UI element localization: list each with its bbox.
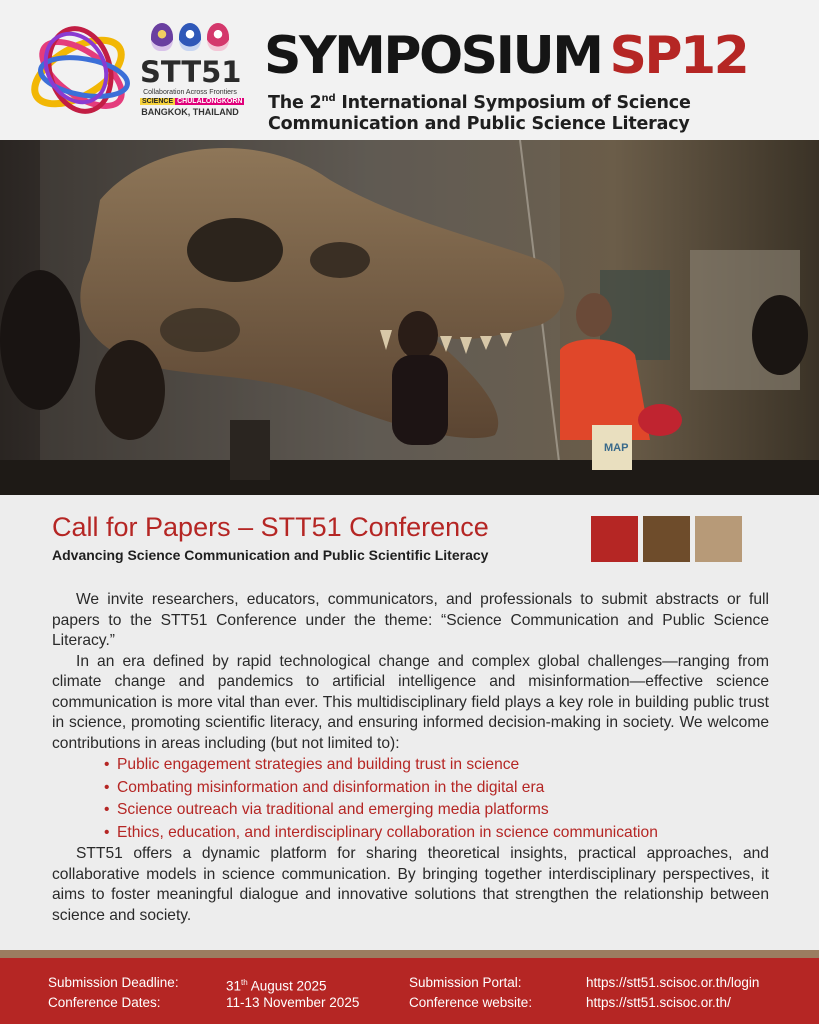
cfp-title: Call for Papers – STT51 Conference [52,512,489,542]
topic-list [104,754,769,844]
cfp-subtitle: Advancing Science Communication and Public Scientific Literacy [52,547,489,563]
color-swatch-brown [643,516,690,562]
header [0,0,819,140]
list-item-text: Combating misinformation and disinformation in the digital era [117,778,545,796]
list-item-text: Ethics, education, and interdisciplinary collaboration in science communication [117,823,658,841]
title-sp12: SP12 [609,26,748,86]
crest-icon [151,23,173,51]
website-label: Conference website: [409,995,533,1010]
hero-photo-trex-exhibit [0,140,819,495]
body-paragraph-2: In an era defined by rapid technological change and complex global challenges—ranging from climate change and pandemics to artificial intelligence and misinformation—effective science communication is more vital than ever. This multidisciplinary field plays a key role in building public trust in science, promoting scientific literacy, and ensuring informed decision-making in society. We welcome contributions in areas including (but not limited to): [52,652,769,752]
stt51-rings-logo [22,22,140,122]
deadline-value [226,974,327,995]
footer [0,958,819,1024]
logo-location: BANGKOK, THAILAND [141,107,239,117]
crest-icon [179,23,201,51]
bullet-icon: • [104,823,110,841]
subtitle-ordinal-number: The 2 [268,92,322,113]
dates-value: 11-13 November 2025 [226,995,360,1010]
deadline-day: 31 [226,978,242,994]
list-item [104,822,769,845]
color-swatch-tan [695,516,742,562]
bullet-icon: • [104,778,110,796]
list-item [104,777,769,800]
list-item-text: Public engagement strategies and building trust in science [117,756,520,773]
subtitle-line-2: Communication and Public Science Literacy [268,113,690,134]
dates-label: Conference Dates: [48,995,161,1010]
logo-science-label: SCIENCE [142,98,174,105]
university-crests [140,20,240,54]
bullet-icon: • [104,801,110,818]
subtitle-ordinal-suffix: nd [321,93,336,104]
body-paragraph-1: We invite researchers, educators, communicators, and professionals to submit abstracts or full papers to the STT51 Conference under the theme: “Science Communication and Public Science Literacy.” [52,591,769,649]
trex-photo-illustration [0,140,819,495]
deadline-month-year: August 2025 [247,978,327,994]
crest-icon [207,23,229,51]
color-swatch-red [591,516,638,562]
logo-science-bar [140,97,243,106]
symposium-title [264,26,747,86]
submission-portal-link[interactable]: https://stt51.scisoc.or.th/login [586,975,760,990]
stt51-logo-text: STT51 [140,55,242,89]
deadline-day-suffix: th [241,978,248,987]
footer-divider [0,950,819,958]
subtitle-line-1-rest: International Symposium of Science [335,92,691,113]
list-item [104,799,769,822]
bullet-icon: • [104,756,110,773]
logo-tagline: Collaboration Across Frontiers [143,89,237,96]
body-paragraph-3: STT51 offers a dynamic platform for sharing theoretical insights, practical approaches, and collaborative models in science communication. By bringing together interdisciplinary perspectives, it aims to foster meaningful dialogue and innovative solutions that strengthen the relationship between science and society. [52,845,769,924]
list-item [104,754,769,777]
logo-chula-label: CHULALONGKORN [177,98,243,105]
subtitle-line-1 [268,88,691,114]
body-text [52,590,769,926]
conference-website-link[interactable]: https://stt51.scisoc.or.th/ [586,995,731,1010]
symposium-subtitle [268,88,691,135]
stt51-logo-block [140,20,243,125]
list-item-text: Science outreach via traditional and emerging media platforms [117,801,549,818]
portal-label: Submission Portal: [409,975,522,990]
exhibit-map-sign: MAP [604,442,629,454]
deadline-label: Submission Deadline: [48,975,179,990]
title-symposium: SYMPOSIUM [264,26,602,86]
